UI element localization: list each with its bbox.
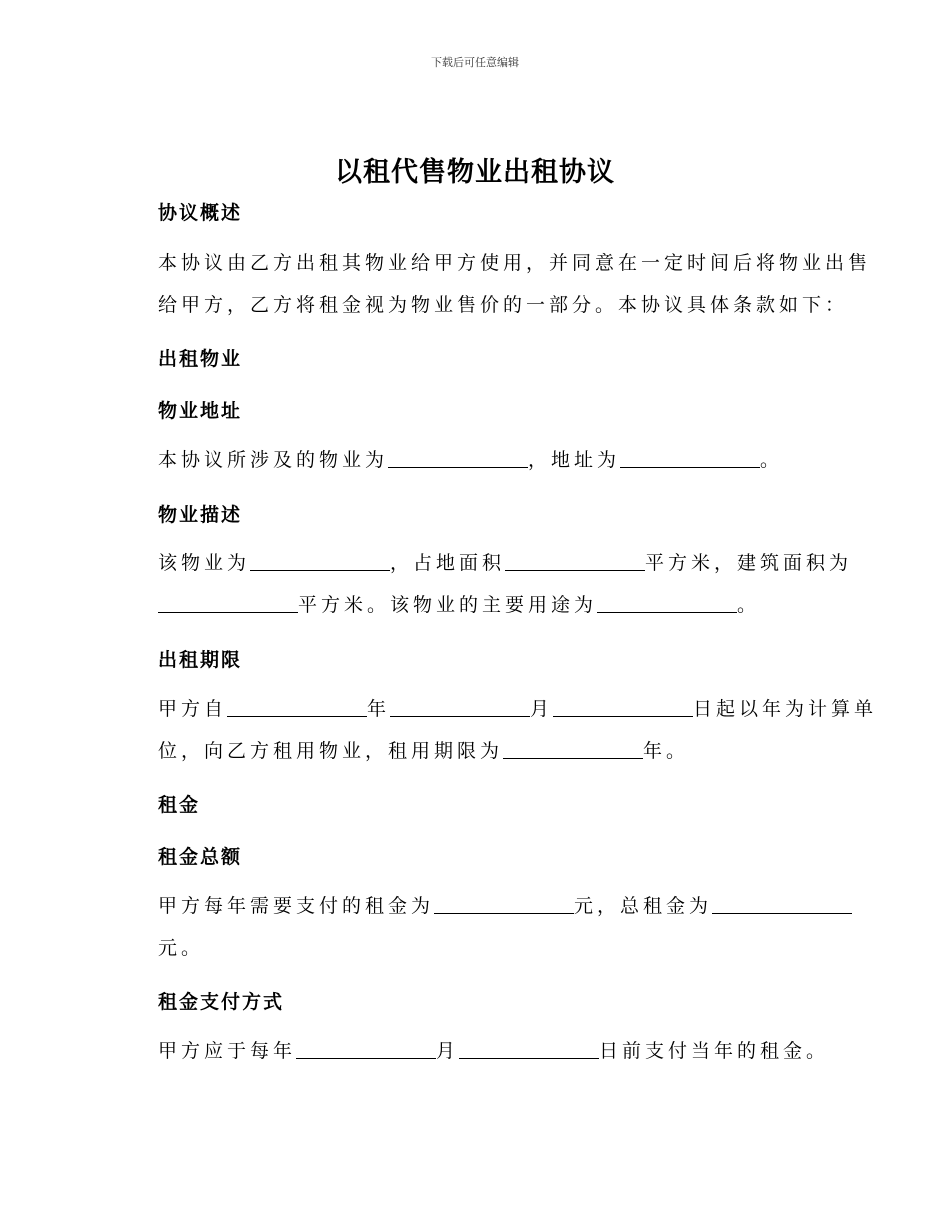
header-note: 下载后可任意编辑 bbox=[431, 56, 519, 69]
start-year-blank bbox=[227, 697, 367, 717]
payment-month-blank bbox=[296, 1039, 436, 1059]
building-area-blank bbox=[158, 593, 298, 613]
heading-overview: 协议概述 bbox=[158, 202, 243, 224]
paragraph-address: 本协议所涉及的物业为 ，地址为 。 bbox=[158, 449, 784, 471]
paragraph-rent-total: 甲方每年需要支付的租金为 元，总租金为元。 bbox=[113, 885, 878, 969]
heading-rent-total: 租金总额 bbox=[158, 846, 243, 868]
document-title: 以租代售物业出租协议 bbox=[335, 157, 615, 188]
main-use-blank bbox=[597, 593, 737, 613]
heading-rent: 租金 bbox=[158, 794, 201, 816]
total-rent-blank bbox=[712, 894, 852, 914]
heading-rental-property: 出租物业 bbox=[158, 348, 243, 370]
property-name-blank bbox=[388, 448, 528, 468]
paragraph-payment: 甲方应于每年 月 日前支付当年的租金。 bbox=[158, 1040, 830, 1062]
paragraph-description: 该物业为 ，占地面积 平方米，建筑面积为平方米。该物业的主要用途为 。 bbox=[158, 552, 853, 616]
heading-term: 出租期限 bbox=[158, 649, 243, 671]
annual-rent-blank bbox=[434, 894, 574, 914]
lease-years-blank bbox=[503, 739, 643, 759]
address-blank bbox=[620, 448, 760, 468]
start-day-blank bbox=[553, 697, 693, 717]
land-area-blank bbox=[505, 551, 645, 571]
payment-day-blank bbox=[459, 1039, 599, 1059]
start-month-blank bbox=[390, 697, 530, 717]
heading-address: 物业地址 bbox=[158, 400, 243, 422]
paragraph-overview: 本协议由乙方出租其物业给甲方使用，并同意在一定时间后将物业出售给甲方，乙方将租金视为物业售价的一部分。本协议具体条款如下： bbox=[158, 252, 872, 316]
property-type-blank bbox=[250, 551, 390, 571]
heading-description: 物业描述 bbox=[158, 504, 243, 526]
paragraph-term: 甲方自 年 月 日起以年为计算单位，向乙方租用物业，租用期限为 年。 bbox=[158, 698, 878, 762]
heading-payment: 租金支付方式 bbox=[158, 991, 285, 1013]
